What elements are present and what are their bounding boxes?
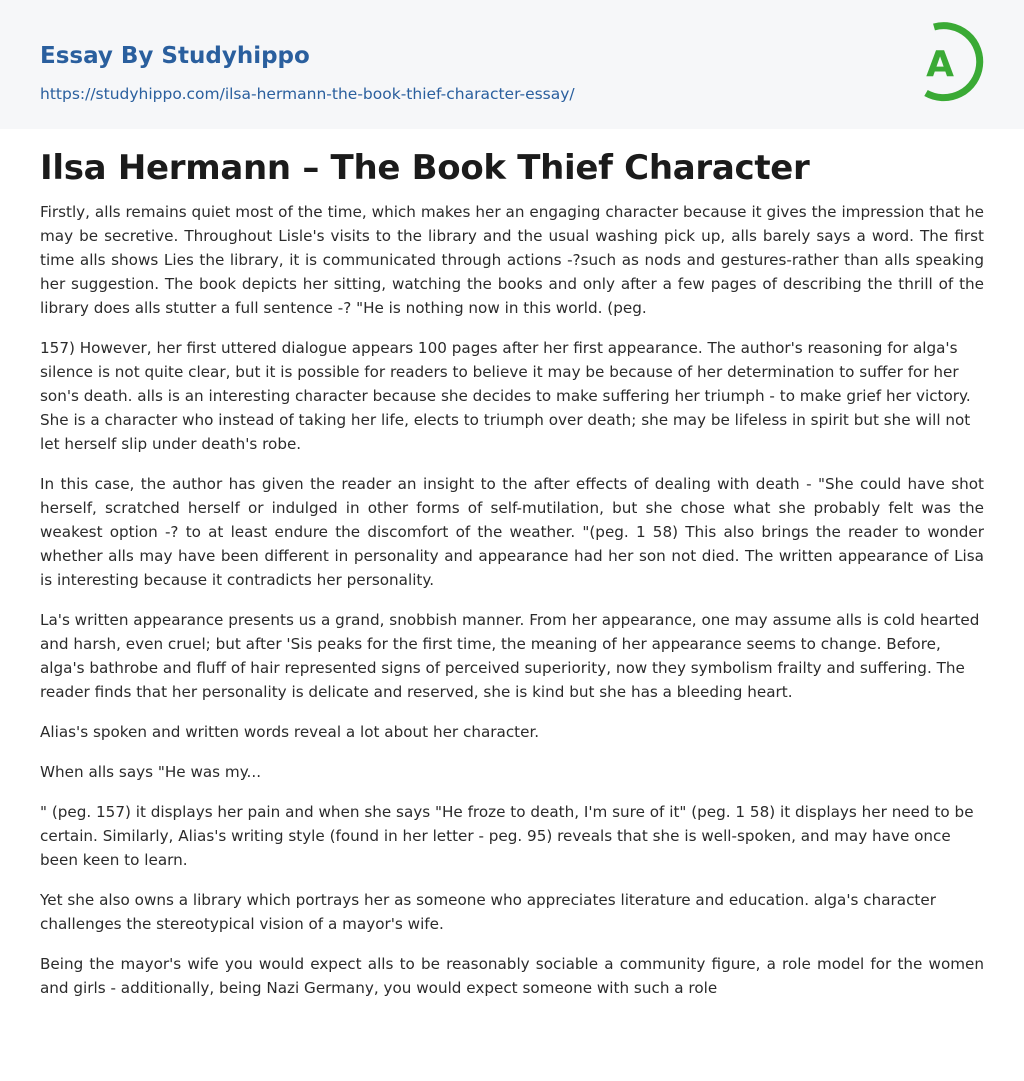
essay-url-link[interactable]: https://studyhippo.com/ilsa-hermann-the-book-thief-character-essay/ <box>40 85 575 103</box>
article-paragraph: Alias's spoken and written words reveal a lot about her character. <box>40 723 540 741</box>
article-paragraph: When alls says "He was my... <box>40 763 262 781</box>
article-paragraph: " (peg. 157) it displays her pain and when she says "He froze to death, I'm sure of it" (peg. 1 58) it displays her need to be certain. Similarly, Alias's writing style (found in her letter - peg. 95) reveals that she is well-spoken, and may have once been keen to learn. <box>40 803 974 869</box>
article-paragraph: La's written appearance presents us a grand, snobbish manner. From her appearance, one may assume alls is cold hearted and harsh, even cruel; but after 'Sis peaks for the first time, the meaning of her appearance seems to change. Before, alga's bathrobe and fluff of hair represented signs of perceived superiority, now they symbolism frailty and suffering. The reader finds that her personality is delicate and reserved, she is kind but she has a bleeding heart. <box>40 611 980 701</box>
article-paragraph: Yet she also owns a library which portrays her as someone who appreciates literature and education. alga's character challenges the stereotypical vision of a mayor's wife. <box>40 891 936 933</box>
site-brand[interactable]: Essay By Studyhippo <box>40 43 310 69</box>
article-paragraph: 157) However, her first uttered dialogue appears 100 pages after her first appearance. The author's reasoning for alga's silence is not quite clear, but it is possible for readers to believe it may be because of her determination to suffer for her son's death. alls is an interesting character because she decides to make suffering her triumph - to make grief her victory. She is a character who instead of taking her life, elects to triumph over death; she may be lifeless in spirit but she will not let herself slip under death's robe. <box>40 339 971 453</box>
article-paragraph: In this case, the author has given the reader an insight to the after effects of dealing with death - "She could have shot herself, scratched herself or indulged in other forms of self-mutilation, but she chose what she probably felt was the weakest option -? to at least endure the discomfort of the weather. "(peg. 1 58) This also brings the reader to wonder whether alls may have been different in personality and appearance had her son not died. The written appearance of Lisa is interesting because it contradicts her personality. <box>40 475 984 589</box>
studyhippo-logo-icon[interactable] <box>912 19 986 105</box>
article-paragraph: Being the mayor's wife you would expect alls to be reasonably sociable a community figure, a role model for the women and girls - additionally, being Nazi Germany, you would expect someone with such a role <box>40 955 984 997</box>
article-body <box>40 200 984 1016</box>
article-paragraph: Firstly, alls remains quiet most of the time, which makes her an engaging character because it gives the impression that he may be secretive. Throughout Lisle's visits to the library and the usual washing pick up, alls barely says a word. The first time alls shows Lies the library, it is communicated through actions -?such as nods and gestures-rather than alls speaking her suggestion. The book depicts her sitting, watching the books and only after a few pages of describing the thrill of the library does alls stutter a full sentence -? "He is nothing now in this world. (peg. <box>40 203 984 317</box>
article-title: Ilsa Hermann – The Book Thief Character <box>40 148 810 188</box>
logo-letter: A <box>926 44 954 85</box>
